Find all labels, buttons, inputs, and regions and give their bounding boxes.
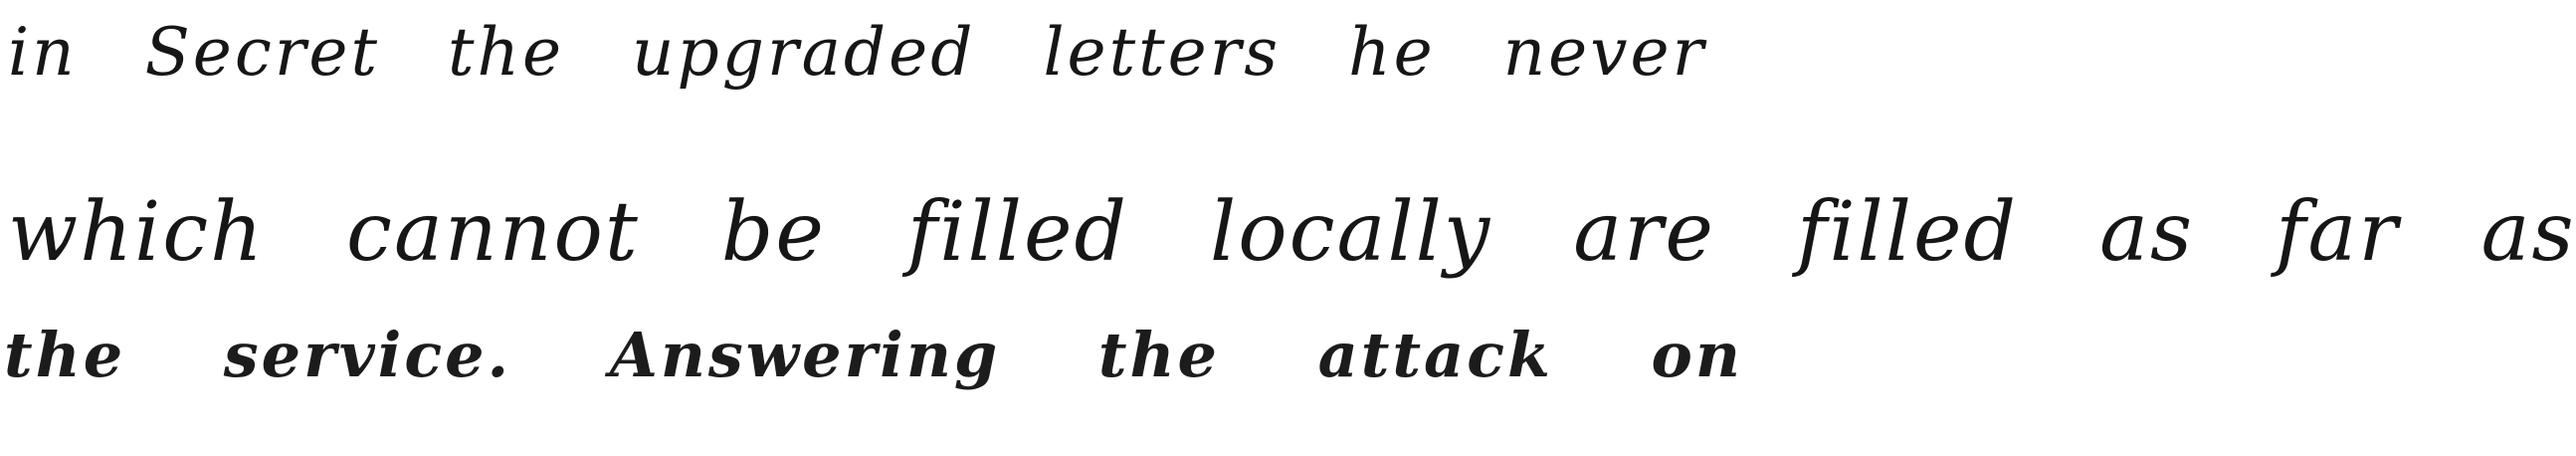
- handwriting-line-3: the service. Answering the attack on: [4, 319, 1743, 391]
- handwriting-line-2: which cannot be filled locally are filled as far as: [8, 185, 2576, 280]
- handwriting-line-1: in Secret the upgraded letters he never: [8, 14, 1707, 91]
